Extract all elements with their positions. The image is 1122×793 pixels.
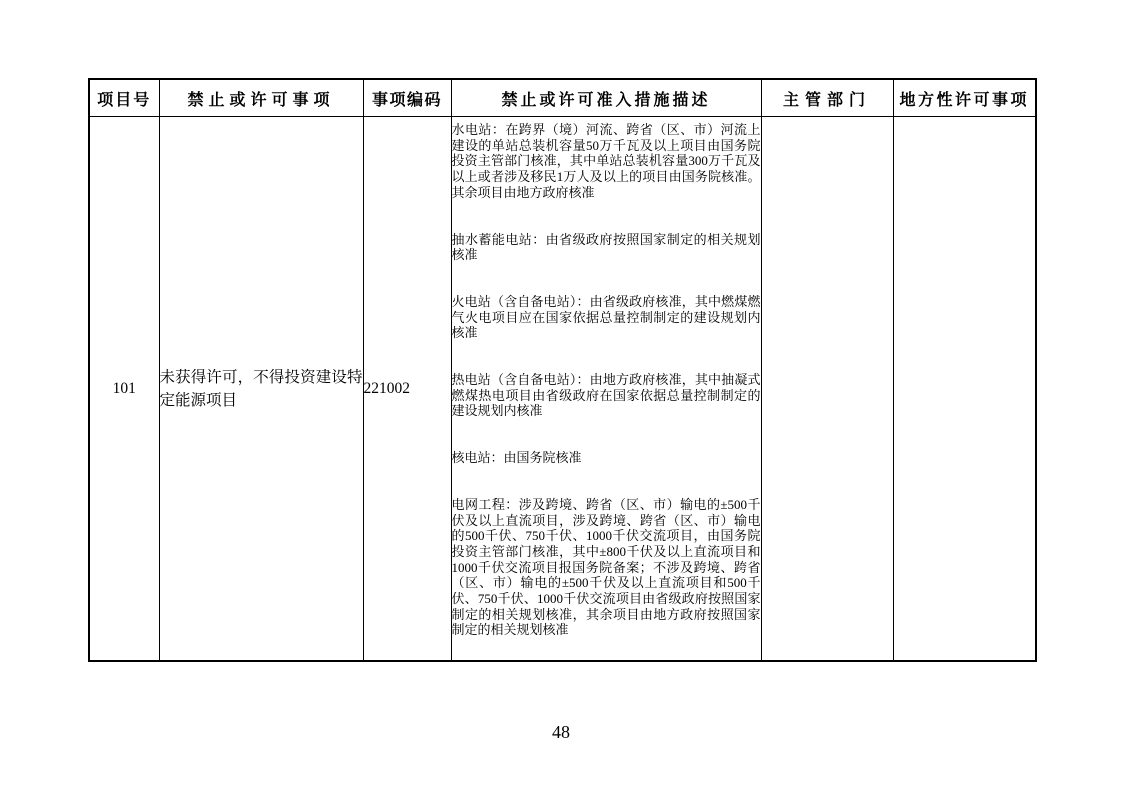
table-header-row (89, 79, 1036, 117)
measure-paragraph-nuclear: 核电站：由国务院核准 (451, 450, 582, 466)
measure-paragraph-power-grid: 电网工程：涉及跨境、跨省（区、市）输电的±500千伏及以上直流项目，涉及跨境、跨省（区、市）输电的500千伏、750千伏、1000千伏交流项目，由国务院投资主管部门核准，其中±800千伏及以上直流项目和1000千伏交流项目报国务院备案；不涉及跨境、跨省（区、市）输电的±500千伏及以上直流项目和500千伏、750千伏、1000千伏交流项目由省级政府按照国家制定的相关规划核准，其余项目由地方政府按照国家制定的相关规划核准 (451, 496, 761, 638)
cell-competent-department (761, 117, 893, 662)
cell-item-code: 221002 (363, 117, 451, 662)
header-prohibited-or-permitted-item: 禁止或许可事项 (159, 79, 363, 117)
header-competent-department: 主管部门 (761, 79, 893, 117)
header-project-no: 项目号 (89, 79, 159, 117)
header-measure-description: 禁止或许可准入措施描述 (451, 79, 761, 117)
header-local-permit-item: 地方性许可事项 (893, 79, 1036, 117)
page-number: 48 (552, 722, 570, 742)
cell-local-permit-item (893, 117, 1036, 662)
measure-paragraph-hydropower: 水电站：在跨界（境）河流、跨省（区、市）河流上建设的单站总装机容量50万千瓦及以上项目由国务院投资主管部门核准，其中单站总装机容量300万千瓦及以上或者涉及移民1万人及以上的项目由国务院核准。其余项目由地方政府核准 (451, 122, 761, 200)
measure-paragraphs (452, 122, 761, 655)
cell-measure-description (451, 117, 761, 662)
header-item-code: 事项编码 (363, 79, 451, 117)
measure-paragraph-pumped-storage: 抽水蓄能电站：由省级政府按照国家制定的相关规划核准 (451, 231, 761, 263)
measure-paragraph-thermal-power: 火电站（含自备电站）：由省级政府核准，其中燃煤燃气火电项目应在国家依据总量控制制定的建设规划内核准 (451, 293, 761, 341)
permit-items-table (88, 78, 1037, 662)
table-row (89, 117, 1036, 662)
cell-prohibited-or-permitted-item: 未获得许可，不得投资建设特定能源项目 (159, 117, 363, 662)
measure-paragraph-cogeneration: 热电站（含自备电站）：由地方政府核准，其中抽凝式燃煤热电项目由省级政府在国家依据总量控制制定的建设规划内核准 (451, 372, 761, 419)
cell-project-no: 101 (89, 117, 159, 662)
